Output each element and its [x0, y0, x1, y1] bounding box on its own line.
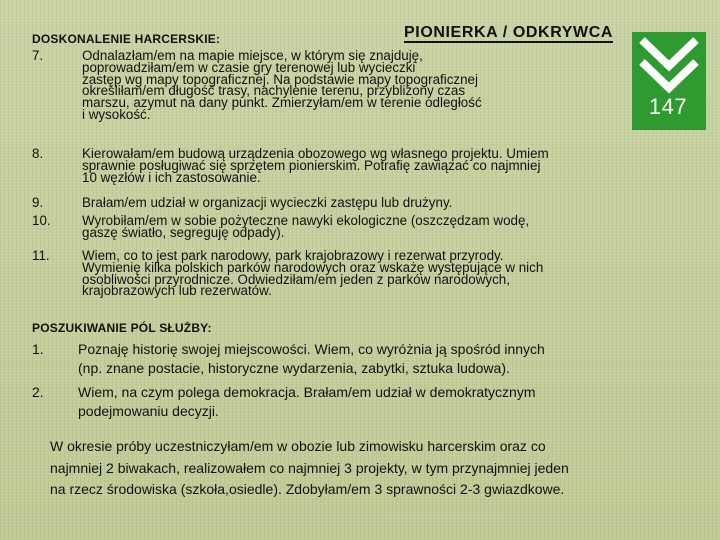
item-line: i wysokość. — [82, 106, 151, 122]
item-line: poprowadziłam/em w czasie gry terenowej lub wycieczki — [82, 59, 416, 75]
item-number: 9. — [32, 195, 44, 210]
item-number: 10. — [32, 213, 51, 228]
item-line: Brałam/em udział w organizacji wycieczki zastępu lub drużyny. — [82, 195, 453, 210]
item-line: 10 węzłów i ich zastosowanie. — [82, 169, 261, 185]
summary-line: na rzecz środowiska (szkoła,osiedle). Zdobyłam/em 3 sprawności 2-3 gwiazdkowe. — [50, 481, 565, 497]
item-line: Poznaję historię swojej miejscowości. Wiem, co wyróżnia ją spośród innych — [78, 341, 545, 357]
item-line: krajobrazowych lub rezerwatów. — [82, 283, 272, 299]
section-heading-service: POSZUKIWANIE PÓL SŁUŻBY: — [32, 321, 212, 335]
item-text — [78, 383, 678, 421]
item-line: sprawnie posługiwać się sprzętem pionierskim. Potrafię zawiązać co najmniej — [82, 157, 541, 173]
item-line: zastęp wg mapy topograficznej. Na podstawie mapy topograficznej — [82, 71, 478, 87]
item-number: 8. — [32, 146, 44, 161]
item-text — [82, 50, 672, 121]
service-item-2 — [32, 383, 682, 423]
item-line: marszu, azymut na dany punkt. Zmierzyłam/em w terenie odległość — [82, 95, 482, 111]
item-text — [82, 148, 702, 183]
list-item-7 — [32, 50, 672, 132]
item-number: 1. — [32, 341, 44, 357]
item-line: Wyrobiłam/em w sobie pożyteczne nawyki ekologiczne (oszczędzam wodę, — [82, 213, 530, 228]
item-line: określiłam/em długość trasy, nachylenie terenu, przybliżony czas — [82, 83, 466, 99]
item-line: Odnalazłam/em na mapie miejsce, w którym się znajduję, — [82, 48, 423, 63]
badge-number: 147 — [648, 94, 688, 119]
list-item-9 — [32, 197, 672, 211]
item-line: Kierowałam/em budową urządzenia obozowego wg własnego projektu. Umiem — [82, 146, 549, 161]
item-line: gaszę światło, segreguję odpady). — [82, 224, 285, 240]
summary-line: W okresie próby uczestniczyłam/em w obozie lub zimowisku harcerskim oraz co — [50, 438, 546, 454]
item-number: 2. — [32, 384, 44, 400]
item-line: Wymienię kilka polskich parków narodowych oraz wskażę występujące w nich — [82, 259, 544, 275]
list-item-11 — [32, 250, 692, 300]
item-line: (np. znane postacie, historyczne wydarzenia, zabytki, sztuka ludowa). — [78, 360, 510, 376]
list-item-10 — [32, 215, 672, 241]
summary-line: najmniej 2 biwakach, realizowałem co najmniej 3 projekty, w tym przynajmniej jeden — [50, 459, 569, 476]
item-line: Wiem, na czym polega demokracja. Brałam/em udział w demokratycznym — [78, 384, 536, 400]
service-item-1 — [32, 340, 682, 380]
item-text — [82, 197, 672, 209]
section-heading-improvement: DOSKONALENIE HARCERSKIE: — [32, 32, 221, 46]
item-line: podejmowaniu decyzji. — [78, 403, 219, 419]
summary-paragraph — [50, 436, 698, 501]
item-number: 7. — [32, 48, 44, 63]
item-text — [78, 340, 678, 378]
item-text — [82, 250, 702, 297]
item-line: Wiem, co to jest park narodowy, park krajobrazowy i rezerwat przyrody. — [82, 248, 504, 263]
list-item-8 — [32, 148, 692, 188]
page-title — [404, 24, 613, 42]
item-line: osobliwości przyrodnicze. Odwiedziłam/em jeden z parków narodowych, — [82, 271, 510, 287]
item-number: 11. — [32, 248, 50, 263]
page-title-text: PIONIERKA / ODKRYWCA — [404, 24, 614, 41]
item-text — [82, 215, 672, 239]
